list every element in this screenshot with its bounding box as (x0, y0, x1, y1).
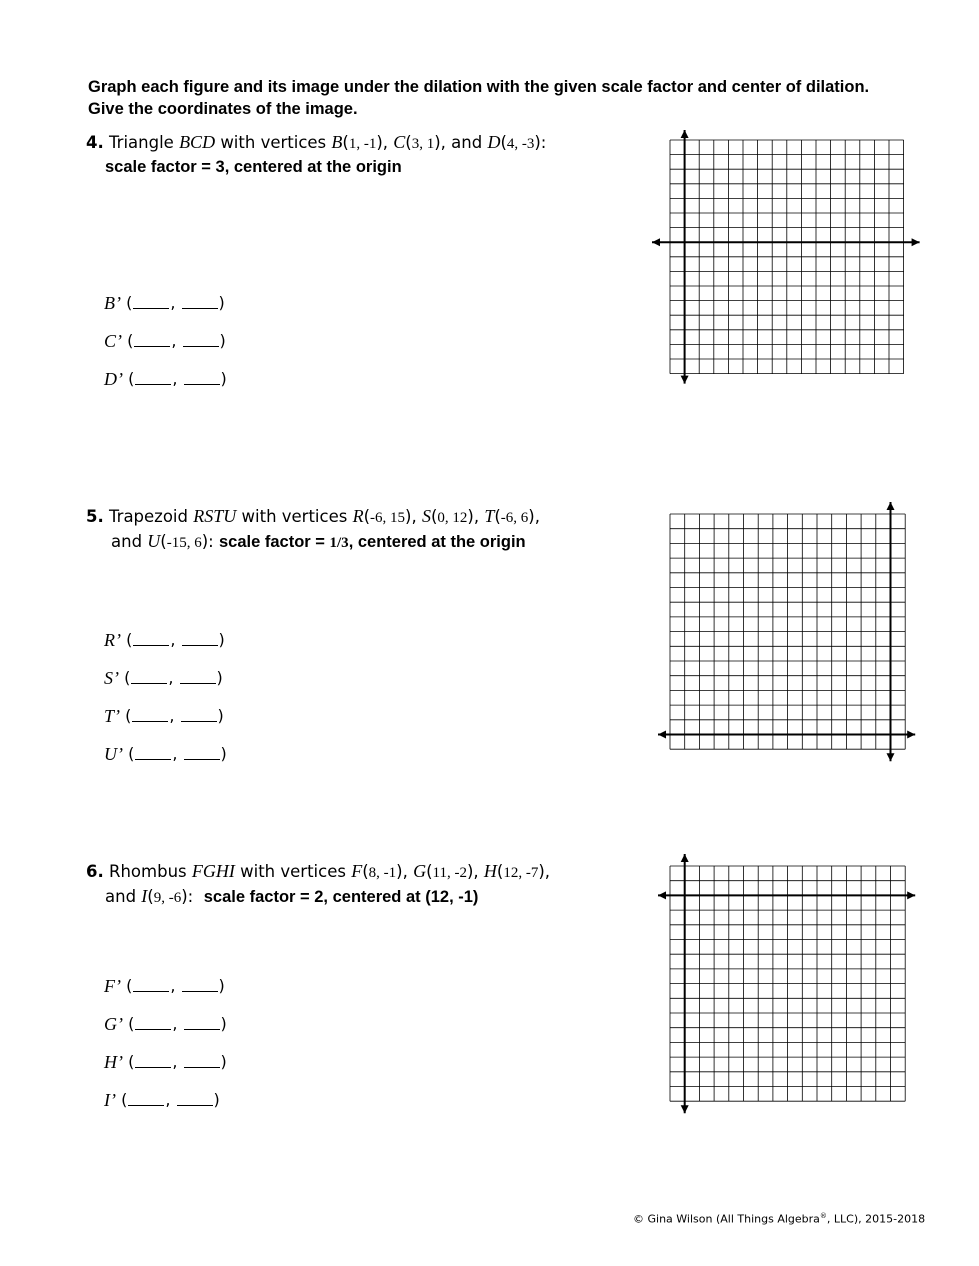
problem-5 (86, 505, 606, 555)
arrow-up-icon (887, 502, 895, 510)
answer-row[interactable]: B’ ( , ) (104, 293, 225, 313)
answer-label: S’ (104, 668, 119, 688)
arrow-right-icon (912, 238, 920, 246)
vertex-label: U (147, 531, 161, 551)
coordinate-grid-6[interactable] (654, 850, 924, 1120)
shape-type: Trapezoid (109, 507, 188, 526)
answer-blank[interactable] (133, 630, 169, 646)
vertex-label: G (413, 861, 427, 881)
problem-5-line1: 5. Trapezoid RSTU with vertices R(-6, 15), S(0, 12), T(-6, 6), (86, 506, 540, 526)
figure-name: BCD (179, 132, 216, 152)
arrow-left-icon (658, 891, 666, 899)
answer-label: U’ (104, 744, 123, 764)
answer-row[interactable]: U’ ( , ) (104, 744, 227, 764)
problem-6 (86, 860, 606, 910)
coordinate-grid-4[interactable] (648, 126, 920, 394)
registered-mark: ® (819, 1212, 827, 1220)
vertex-label: T (484, 506, 495, 526)
answer-blank[interactable] (184, 1014, 220, 1030)
shape-type: Triangle (109, 133, 174, 152)
copyright-text-end: , LLC), 2015-2018 (826, 1212, 926, 1226)
condition (219, 533, 526, 551)
answer-label: H’ (104, 1052, 123, 1072)
problem-6-line1: 6. Rhombus FGHI with vertices F(8, -1), G(11, -2), H(12, -7), (86, 861, 551, 881)
vertex-coords: 11, -2 (432, 865, 467, 881)
answer-label: I’ (104, 1090, 116, 1110)
answer-blank[interactable] (182, 293, 218, 309)
vertex-coords: -6, 15 (370, 510, 406, 526)
vertex-label: D (487, 132, 501, 152)
arrow-up-icon (681, 130, 689, 138)
vertex-coords: -15, 6 (166, 535, 202, 551)
answers-4 (104, 293, 227, 407)
vertex-label: C (393, 132, 406, 152)
vertices-text: with vertices (220, 133, 327, 152)
answer-blank[interactable] (180, 668, 216, 684)
problem-4 (86, 131, 606, 179)
answer-blank[interactable] (181, 706, 217, 722)
answer-row[interactable]: H’ ( , ) (104, 1052, 227, 1072)
answer-blank[interactable] (182, 976, 218, 992)
condition-pre: scale factor = (218, 533, 330, 551)
vertex-label: S (421, 506, 431, 526)
vertex-coords: 8, -1 (368, 865, 397, 881)
arrow-right-icon (907, 731, 915, 739)
problem-number: 4. (86, 133, 104, 152)
arrow-left-icon (658, 731, 666, 739)
answer-label: T’ (104, 706, 121, 726)
answer-blank[interactable] (177, 1090, 213, 1106)
answers-6 (104, 976, 227, 1128)
condition: scale factor = 2, centered at (12, -1) (203, 888, 479, 906)
answer-row[interactable]: D’ ( , ) (104, 369, 227, 389)
scale-fraction: 1/3 (329, 535, 349, 551)
answer-label: F’ (104, 976, 121, 996)
vertex-coords: -6, 6 (500, 510, 529, 526)
answer-label: R’ (104, 630, 121, 650)
vertex-coords: 12, -7 (503, 865, 539, 881)
vertex-label: R (352, 506, 364, 526)
vertex-label: I (141, 886, 148, 906)
answer-blank[interactable] (184, 1052, 220, 1068)
answer-blank[interactable] (132, 706, 168, 722)
answer-blank[interactable] (135, 744, 171, 760)
answer-row[interactable]: R’ ( , ) (104, 630, 225, 650)
answers-5 (104, 630, 227, 782)
coordinate-grid-5[interactable] (654, 498, 924, 768)
arrow-down-icon (681, 376, 689, 384)
arrow-left-icon (652, 238, 660, 246)
answer-blank[interactable] (135, 1014, 171, 1030)
arrow-down-icon (681, 1105, 689, 1113)
problem-6-line2: and I(9, -6): scale factor = 2, centered at (12, -1) (105, 886, 479, 906)
vertex-coords: 9, -6 (153, 890, 182, 906)
answer-blank[interactable] (133, 976, 169, 992)
vertex-label: F (351, 861, 363, 881)
answer-blank[interactable] (133, 293, 169, 309)
answer-row[interactable]: I’ ( , ) (104, 1090, 220, 1110)
answer-blank[interactable] (128, 1090, 164, 1106)
answer-blank[interactable] (135, 369, 171, 385)
arrow-right-icon (907, 891, 915, 899)
answer-row[interactable]: G’ ( , ) (104, 1014, 227, 1034)
answer-blank[interactable] (182, 630, 218, 646)
answer-blank[interactable] (135, 1052, 171, 1068)
instructions: Graph each figure and its image under the dilation with the given scale factor and center of dilation. Give the coordinates of the image. (88, 78, 870, 118)
answer-label: C’ (104, 331, 122, 351)
answer-blank[interactable] (134, 331, 170, 347)
answer-label: G’ (104, 1014, 123, 1034)
answer-label: B’ (104, 293, 121, 313)
answer-row[interactable]: T’ ( , ) (104, 706, 224, 726)
condition: scale factor = 3, centered at the origin (105, 158, 402, 176)
answer-row[interactable]: S’ ( , ) (104, 668, 223, 688)
arrow-up-icon (681, 854, 689, 862)
figure-name: RSTU (193, 506, 237, 526)
vertex-coords: 0, 12 (437, 510, 468, 526)
problem-5-line2: and U(-15, 6): scale factor = 1/3, centered at the origin (111, 531, 526, 551)
vertex-coords: 1, -1 (348, 136, 377, 152)
vertex-coords: 4, -3 (506, 136, 535, 152)
copyright-text: © Gina Wilson (All Things Algebra (633, 1212, 820, 1226)
figure-name: FGHI (191, 861, 235, 881)
problem-number: 6. (86, 862, 104, 881)
problem-number: 5. (86, 507, 104, 526)
answer-row[interactable]: F’ ( , ) (104, 976, 225, 996)
vertex-coords: 3, 1 (411, 136, 435, 152)
answer-blank[interactable] (183, 331, 219, 347)
vertices-text: with vertices (240, 862, 346, 881)
answer-blank[interactable] (131, 668, 167, 684)
vertex-label: H (483, 861, 497, 881)
answer-row[interactable]: C’ ( , ) (104, 331, 226, 351)
arrow-down-icon (887, 753, 895, 761)
vertices-text: with vertices (241, 507, 348, 526)
condition-post: , centered at the origin (348, 533, 526, 551)
answer-blank[interactable] (184, 744, 220, 760)
copyright (633, 1212, 925, 1226)
answer-blank[interactable] (184, 369, 220, 385)
shape-type: Rhombus (109, 862, 187, 881)
answer-label: D’ (104, 369, 123, 389)
vertex-label: B (331, 132, 343, 152)
problem-4-line1: 4. Triangle BCD with vertices B(1, -1), C(3, 1), and D(4, -3): (86, 132, 547, 152)
